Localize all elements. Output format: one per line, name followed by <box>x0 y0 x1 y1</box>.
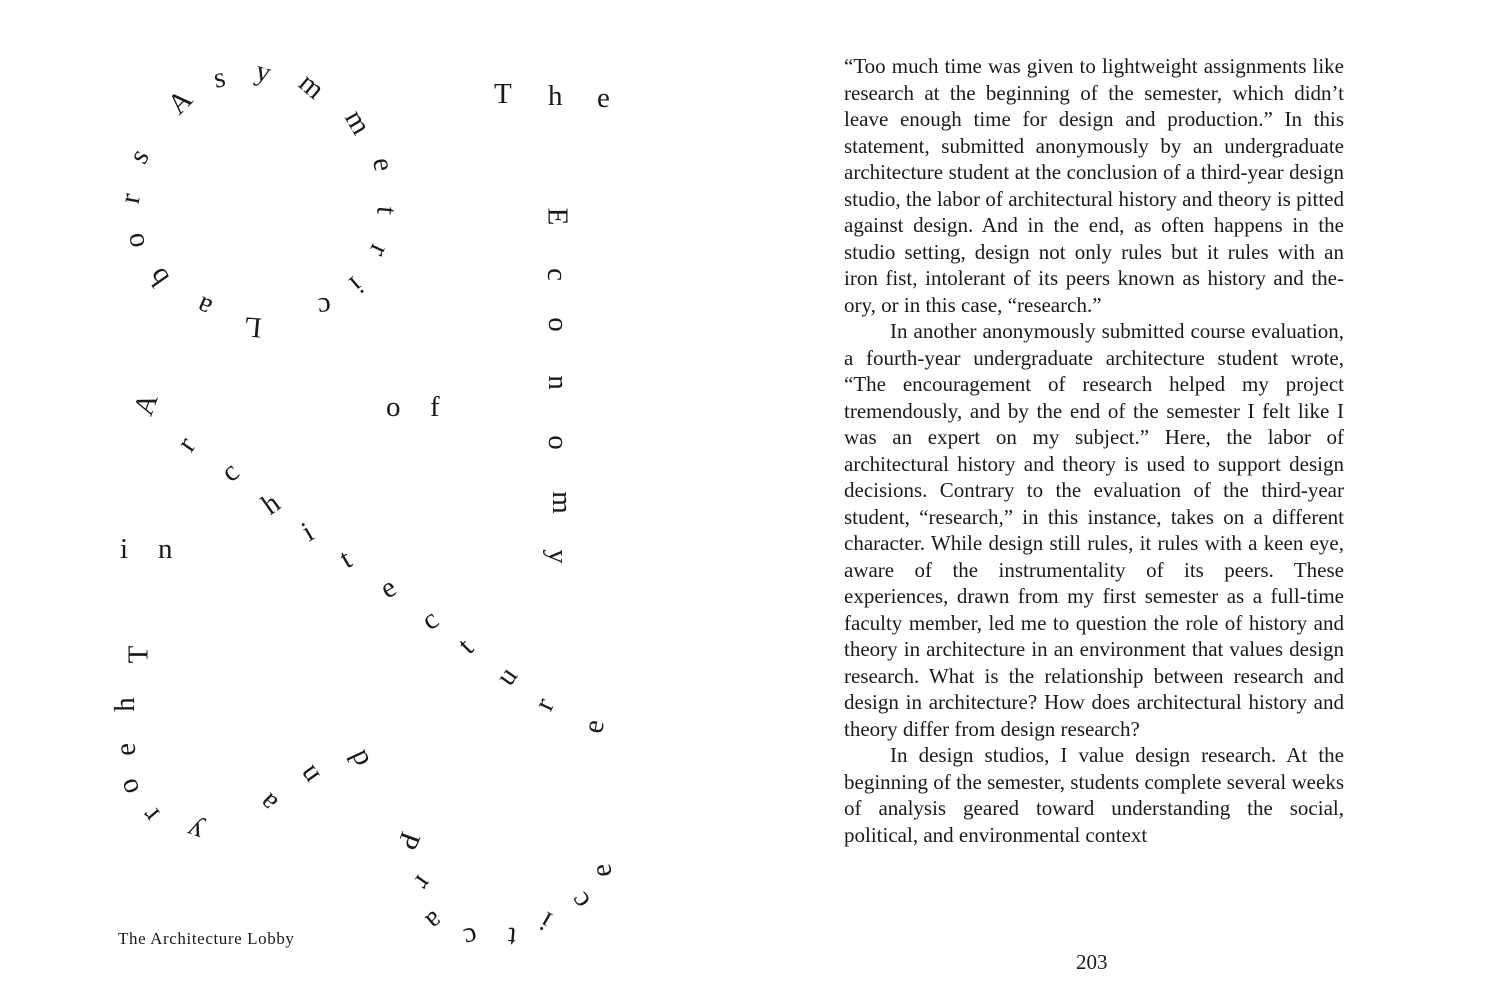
title-letter: T <box>494 78 512 110</box>
title-letter: T <box>122 645 155 664</box>
title-letter: t <box>506 920 518 954</box>
title-letter: h <box>255 486 287 522</box>
title-letter: e <box>109 741 143 758</box>
title-letter: c <box>214 455 246 489</box>
title-letter: s <box>122 143 156 170</box>
page-number: 203 <box>1076 950 1108 974</box>
title-letter: n <box>291 759 327 790</box>
title-letter: n <box>541 375 574 390</box>
title-letter: c <box>316 290 333 324</box>
title-letter: o <box>386 391 401 423</box>
title-letter: y <box>182 813 208 849</box>
title-letter: o <box>111 774 147 799</box>
title-letter: e <box>374 570 402 606</box>
title-letter: e <box>577 717 611 736</box>
paragraph: In design studios, I value design research. At the beginning of the semester, students complete several weeks of analysis geared toward understanding the social, political, and environmental context <box>844 743 1344 847</box>
body-text <box>844 53 1344 848</box>
title-letter: i <box>120 533 129 565</box>
title-letter: t <box>451 631 480 661</box>
title-letter: r <box>135 800 166 829</box>
title-letter: i <box>296 516 320 548</box>
title-letter: n <box>158 533 173 565</box>
title-letter: b <box>141 261 177 292</box>
title-letter: e <box>597 82 610 114</box>
title-letter: h <box>548 80 563 112</box>
book-title-footer: The Architecture Lobby <box>118 929 295 948</box>
title-letter: i <box>534 905 558 937</box>
title-letter: i <box>342 270 370 300</box>
title-letter: o <box>541 435 574 450</box>
title-letter: E <box>541 207 574 226</box>
title-letter: o <box>117 230 152 251</box>
title-letter: P <box>390 827 427 854</box>
title-letter: c <box>415 603 445 637</box>
title-letter: e <box>366 155 400 174</box>
title-letter: a <box>252 786 284 819</box>
title-letter: t <box>334 543 358 575</box>
title-letter: m <box>338 104 378 141</box>
title-letter: m <box>545 491 578 514</box>
paragraph: In another anonymously submitted course evaluation, a fourth-year undergraduate architecture student wrote, “The encouragement of research helped my project tremendously, and by the end of the semester I felt like I was an expert on my subject.” Here, the labor of architectural history and theory is used to support design decisions. Contrary to the evaluation of the third-year student, “research,” in this instance, takes on a different character. While design still rules, it rules with a keen eye, aware of the instrumentality of its peers. These experiences, drawn from my first semester as a full-time faculty member, led me to question the role of history and theory in architecture in an environment that values design research. What is the relationship between research and design in architecture? How does architectural history and theory differ from design research? <box>844 319 1344 741</box>
title-letter: s <box>211 61 228 95</box>
title-letter: a <box>419 904 450 938</box>
title-letter: A <box>161 83 199 121</box>
title-letter: r <box>362 239 396 262</box>
title-letter: m <box>292 66 331 106</box>
title-letter: y <box>252 54 275 90</box>
title-letter: e <box>585 861 619 880</box>
title-letter: a <box>191 289 217 325</box>
title-letter: r <box>113 190 147 206</box>
title-letter: o <box>541 317 574 332</box>
title-letter: y <box>541 549 574 564</box>
title-letter: u <box>489 661 525 692</box>
title-letter: r <box>170 431 203 458</box>
title-letter: L <box>242 310 264 344</box>
right-page <box>750 0 1500 1000</box>
title-letter: t <box>370 205 403 216</box>
title-letter: c <box>460 919 481 955</box>
title-letter: r <box>527 693 561 716</box>
title-letter: d <box>341 745 377 773</box>
title-letter: A <box>127 389 165 420</box>
paragraph: “Too much time was given to lightweight assignments like research at the beginning of the semester, which didn’t leave enough time for design and production.” In this statement, submitted anonymously by an undergraduate architecture student at the conclusion of a third-year design studio, the labor of architectural history and theory is pitted against design. And in the end, as often happens in the studio setting, design not only rules but it rules with an iron fist, intolerant of its peers known as history and theory, or in this case, “research.” <box>844 54 1344 317</box>
title-letter: f <box>430 391 440 423</box>
title-letter: h <box>108 697 141 712</box>
title-letter: c <box>563 886 597 916</box>
title-letter: r <box>407 869 440 896</box>
title-letter: c <box>540 268 573 281</box>
